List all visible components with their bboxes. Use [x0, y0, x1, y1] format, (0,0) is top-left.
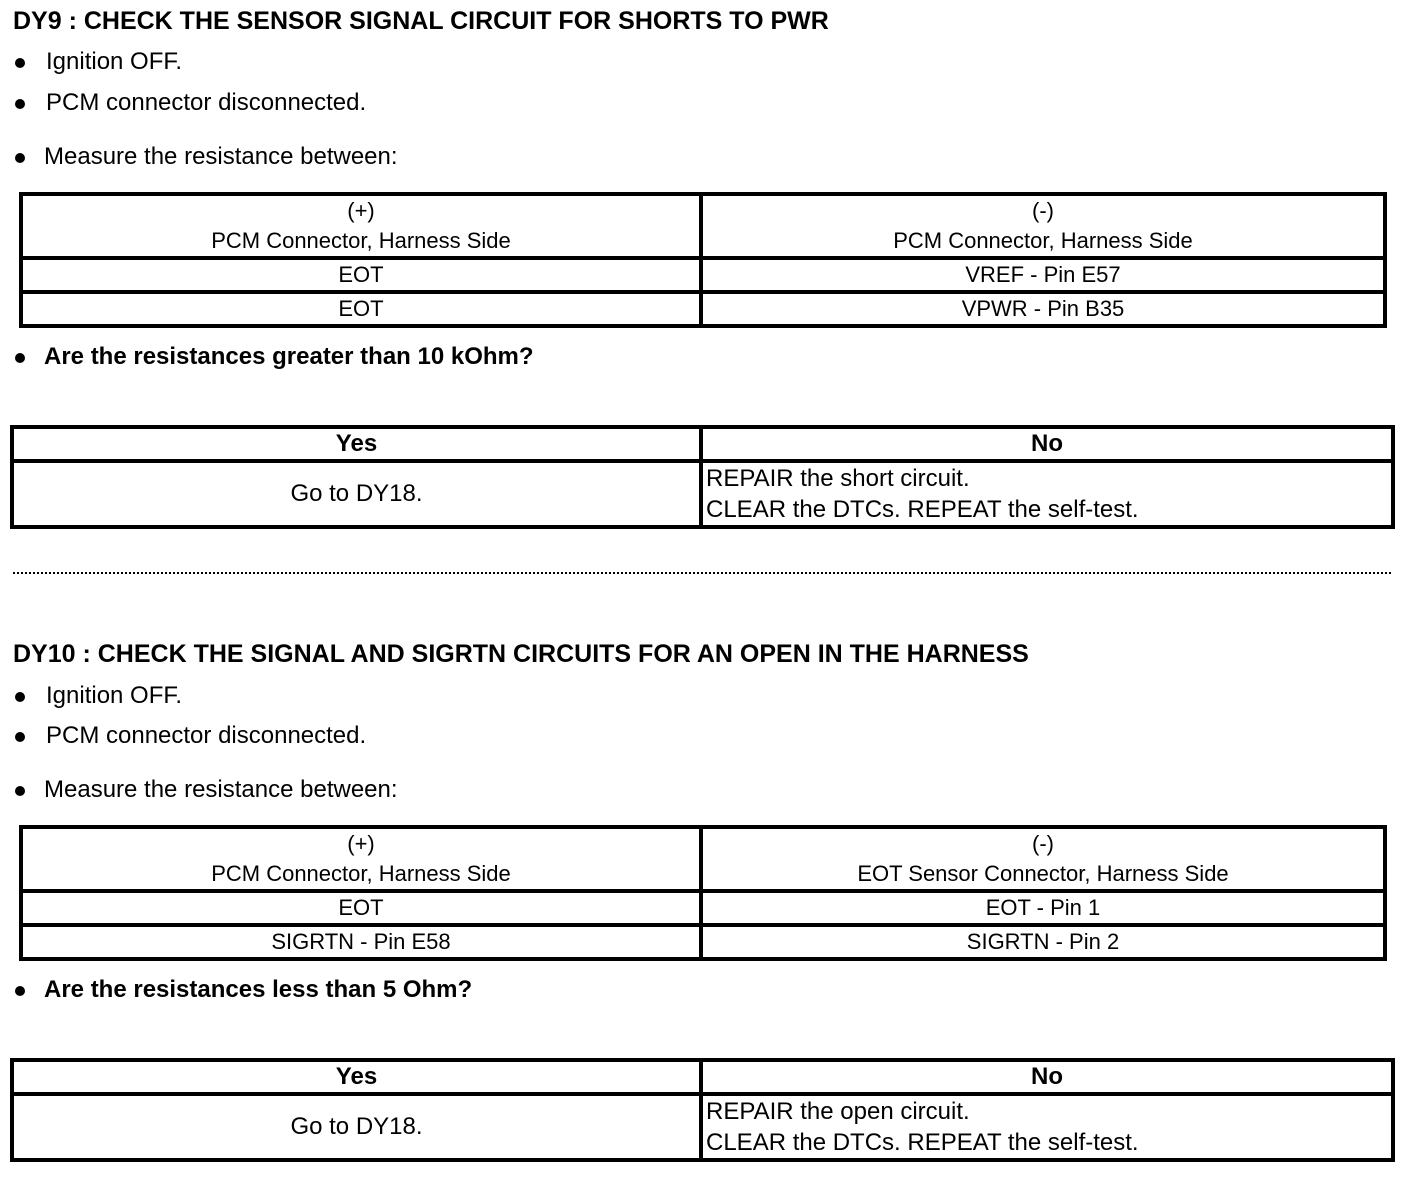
- bullet-icon: [15, 986, 25, 996]
- section-divider: [13, 572, 1391, 574]
- yes-action: Go to DY18.: [12, 461, 701, 527]
- result-table-dy9: [10, 425, 1395, 529]
- step-text: Ignition OFF.: [46, 682, 183, 709]
- table-cell: VREF - Pin E57: [701, 258, 1385, 292]
- header-label: EOT Sensor Connector, Harness Side: [857, 861, 1229, 886]
- measure-header-negative: [701, 194, 1385, 258]
- no-action-line: CLEAR the DTCs. REPEAT the self-test.: [706, 1129, 1139, 1156]
- table-cell: EOT: [21, 891, 701, 925]
- table-row: [21, 925, 1385, 959]
- no-action: [701, 461, 1393, 527]
- step-text: PCM connector disconnected.: [46, 89, 367, 116]
- table-cell: EOT - Pin 1: [701, 891, 1385, 925]
- bullet-icon: [15, 692, 25, 702]
- step-text: Measure the resistance between:: [44, 143, 398, 170]
- question-text: Are the resistances greater than 10 kOhm?: [44, 343, 534, 370]
- header-sign: (-): [1032, 831, 1054, 856]
- measure-header-negative: [701, 827, 1385, 891]
- measure-table-dy10: [19, 825, 1387, 961]
- measure-header-positive: [21, 827, 701, 891]
- no-action-line: REPAIR the open circuit.: [706, 1098, 970, 1125]
- table-row: [21, 292, 1385, 326]
- yes-action: Go to DY18.: [12, 1094, 701, 1160]
- table-cell: SIGRTN - Pin 2: [701, 925, 1385, 959]
- bullet-icon: [15, 99, 25, 109]
- bullet-icon: [15, 786, 25, 796]
- section-heading-dy9: DY9 : CHECK THE SENSOR SIGNAL CIRCUIT FOR SHORTS TO PWR: [13, 7, 829, 35]
- header-label: PCM Connector, Harness Side: [211, 861, 511, 886]
- header-sign: (-): [1032, 198, 1054, 223]
- bullet-icon: [15, 732, 25, 742]
- header-label: PCM Connector, Harness Side: [211, 228, 511, 253]
- no-action-line: CLEAR the DTCs. REPEAT the self-test.: [706, 496, 1139, 523]
- no-header: No: [701, 427, 1393, 461]
- step-text: Measure the resistance between:: [44, 776, 398, 803]
- header-sign: (+): [347, 198, 375, 223]
- bullet-icon: [15, 153, 25, 163]
- no-action: [701, 1094, 1393, 1160]
- table-cell: VPWR - Pin B35: [701, 292, 1385, 326]
- yes-header: Yes: [12, 427, 701, 461]
- table-row: [21, 891, 1385, 925]
- measure-table-dy9: [19, 192, 1387, 328]
- measure-header-positive: [21, 194, 701, 258]
- step-text: PCM connector disconnected.: [46, 722, 367, 749]
- table-cell: SIGRTN - Pin E58: [21, 925, 701, 959]
- bullet-icon: [15, 353, 25, 363]
- table-cell: EOT: [21, 258, 701, 292]
- result-table-dy10: [10, 1058, 1395, 1162]
- table-row: [21, 258, 1385, 292]
- header-label: PCM Connector, Harness Side: [893, 228, 1193, 253]
- no-action-line: REPAIR the short circuit.: [706, 465, 970, 492]
- table-cell: EOT: [21, 292, 701, 326]
- yes-header: Yes: [12, 1060, 701, 1094]
- bullet-icon: [15, 58, 25, 68]
- question-text: Are the resistances less than 5 Ohm?: [44, 976, 473, 1003]
- header-sign: (+): [347, 831, 375, 856]
- no-header: No: [701, 1060, 1393, 1094]
- step-text: Ignition OFF.: [46, 48, 183, 75]
- section-heading-dy10: DY10 : CHECK THE SIGNAL AND SIGRTN CIRCUITS FOR AN OPEN IN THE HARNESS: [13, 640, 1029, 668]
